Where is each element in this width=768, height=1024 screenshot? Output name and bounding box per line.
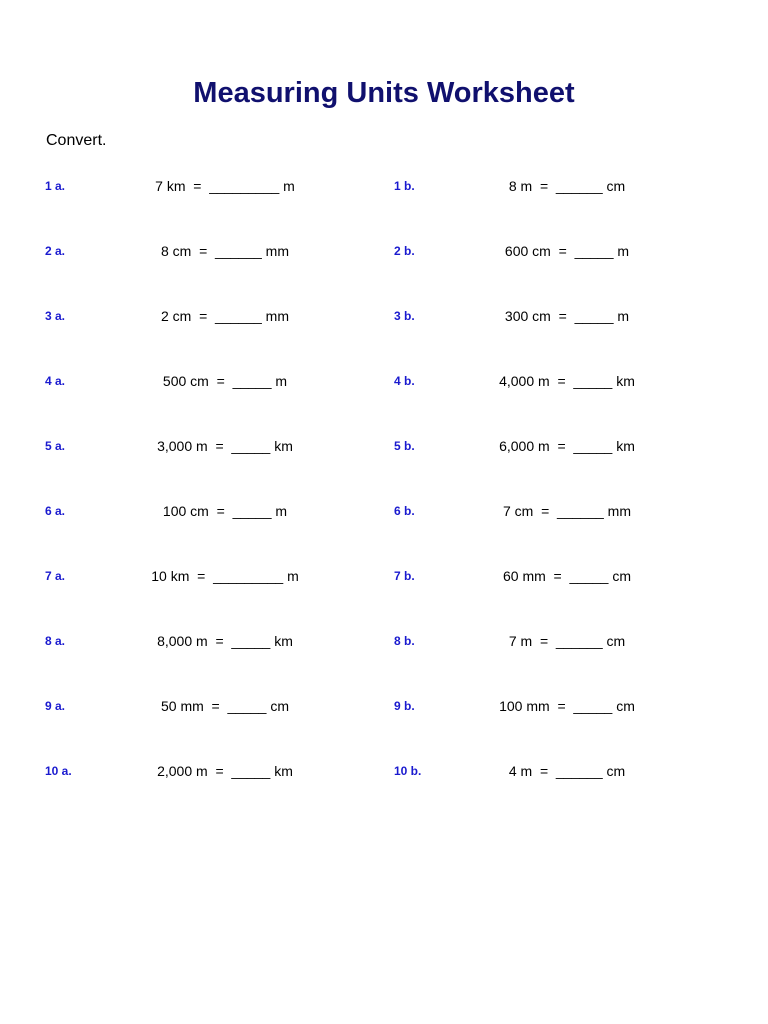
problem-label: 2 b. — [394, 244, 415, 258]
problem-expression: 2 cm = ______ mm — [160, 308, 289, 324]
problem-label: 3 a. — [45, 309, 66, 323]
problem-expression: 7 cm = ______ mm — [502, 503, 631, 519]
problem-row — [0, 503, 768, 531]
problem-label: 8 b. — [394, 634, 415, 648]
problem-expression: 100 mm = _____ cm — [499, 698, 635, 714]
problem-row — [0, 568, 768, 596]
problem-expression: 8 m = ______ cm — [508, 178, 626, 194]
problem-row — [0, 698, 768, 726]
problem-label: 9 a. — [45, 699, 66, 713]
problem-row — [0, 308, 768, 336]
problem-expression: 7 km = _________ m — [155, 178, 295, 194]
problem-expression: 2,000 m = _____ km — [157, 763, 293, 779]
problem-label: 10 a. — [45, 764, 72, 778]
problem-expression: 10 km = _________ m — [151, 568, 299, 584]
instructions: Convert. — [46, 132, 107, 149]
problem-expression: 600 cm = _____ m — [504, 243, 630, 259]
problem-expression: 6,000 m = _____ km — [499, 438, 635, 454]
problem-row — [0, 178, 768, 206]
problem-label: 4 b. — [394, 374, 415, 388]
problem-expression: 3,000 m = _____ km — [157, 438, 293, 454]
problem-expression: 50 mm = _____ cm — [160, 698, 289, 714]
problem-expression: 60 mm = _____ cm — [502, 568, 631, 584]
problem-expression: 8,000 m = _____ km — [157, 633, 293, 649]
problem-row — [0, 438, 768, 466]
problem-expression: 100 cm = _____ m — [162, 503, 288, 519]
problem-label: 3 b. — [394, 309, 415, 323]
problem-label: 5 a. — [45, 439, 66, 453]
problem-expression: 8 cm = ______ mm — [160, 243, 289, 259]
problem-label: 7 b. — [394, 569, 415, 583]
problem-row — [0, 373, 768, 401]
problem-expression: 7 m = ______ cm — [508, 633, 626, 649]
problem-label: 1 a. — [45, 179, 66, 193]
problem-label: 4 a. — [45, 374, 66, 388]
problem-label: 6 b. — [394, 504, 415, 518]
problem-label: 1 b. — [394, 179, 415, 193]
problem-row — [0, 633, 768, 661]
problem-label: 5 b. — [394, 439, 415, 453]
problem-label: 7 a. — [45, 569, 66, 583]
problem-row — [0, 763, 768, 791]
problem-label: 6 a. — [45, 504, 66, 518]
problem-label: 10 b. — [394, 764, 422, 778]
problem-label: 2 a. — [45, 244, 66, 258]
problem-expression: 4 m = ______ cm — [508, 763, 626, 779]
worksheet-title: Measuring Units Worksheet — [193, 77, 575, 109]
problem-expression: 4,000 m = _____ km — [499, 373, 635, 389]
problem-label: 8 a. — [45, 634, 66, 648]
problem-row — [0, 243, 768, 271]
problem-expression: 300 cm = _____ m — [504, 308, 630, 324]
problem-expression: 500 cm = _____ m — [162, 373, 288, 389]
problem-label: 9 b. — [394, 699, 415, 713]
